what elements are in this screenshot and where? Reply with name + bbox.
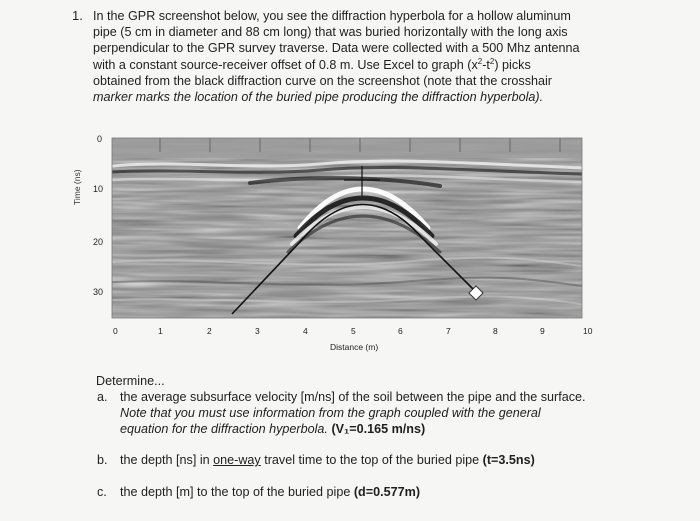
question-line: with a constant source-receiver offset of 0.8 m. Use Excel to graph $(x^2-t^2)$ picks: [93, 56, 531, 72]
x-axis-label: Distance (m): [330, 342, 379, 352]
y-tick-label: 30: [93, 287, 104, 297]
item-a-answer: (V₁=0.165 m/ns): [331, 422, 426, 436]
question-line: marker marks the location of the buried pipe producing the diffraction hyperbola).: [93, 90, 544, 105]
question-line: perpendicular to the GPR survey traverse. Data were collected with a 500 Mhz antenna: [93, 41, 580, 56]
x-tick-label: 6: [398, 326, 403, 336]
x-tick-label: 8: [493, 326, 498, 336]
y-axis-label: Time (ns): [72, 169, 82, 205]
x-tick-label: 0: [113, 326, 118, 336]
item-a-note: Note that you must use information from the graph coupled with the general: [120, 406, 541, 420]
question-line: pipe (5 cm in diameter and 88 cm long) that was buried horizontally with the long axis: [93, 25, 568, 40]
item-a-note: [120, 421, 425, 437]
item-b-letter: b.: [97, 453, 108, 467]
y-tick-label: 20: [93, 237, 104, 247]
determine-heading: Determine...: [96, 374, 165, 388]
item-a-letter: a.: [97, 390, 108, 404]
x-tick-label: 7: [446, 326, 451, 336]
x-tick-label: 1: [158, 326, 163, 336]
y-tick-label: 10: [93, 184, 104, 194]
item-a-note-text: equation for the diffraction hyperbola.: [120, 422, 332, 436]
question-line: In the GPR screenshot below, you see the diffraction hyperbola for a hollow aluminum: [93, 9, 571, 23]
x-tick-label: 9: [540, 326, 545, 336]
x-tick-label: 3: [255, 326, 260, 336]
x-tick-label: 4: [303, 326, 308, 336]
x-tick-label: 5: [351, 326, 356, 336]
item-c-text: the depth [m] to the top of the buried pipe (d=0.577m): [120, 485, 421, 499]
question-number: 1.: [72, 8, 83, 23]
question-text-part: obtained from the black diffraction curve on the screenshot (note that the crosshair: [93, 73, 552, 88]
item-c-answer: (d=0.577m): [353, 485, 421, 499]
item-b-answer: (t=3.5ns): [482, 453, 535, 467]
item-a-text: the average subsurface velocity [m/ns] of the soil between the pipe and the surface.: [120, 390, 586, 404]
y-tick-label: 0: [97, 134, 103, 144]
x-tick-label: 10: [583, 326, 593, 336]
item-c-letter: c.: [97, 485, 107, 499]
item-b-text: the depth [ns] in one-way travel time to the top of the buried pipe (t=3.5ns): [120, 453, 535, 467]
x-tick-label: 2: [207, 326, 212, 336]
